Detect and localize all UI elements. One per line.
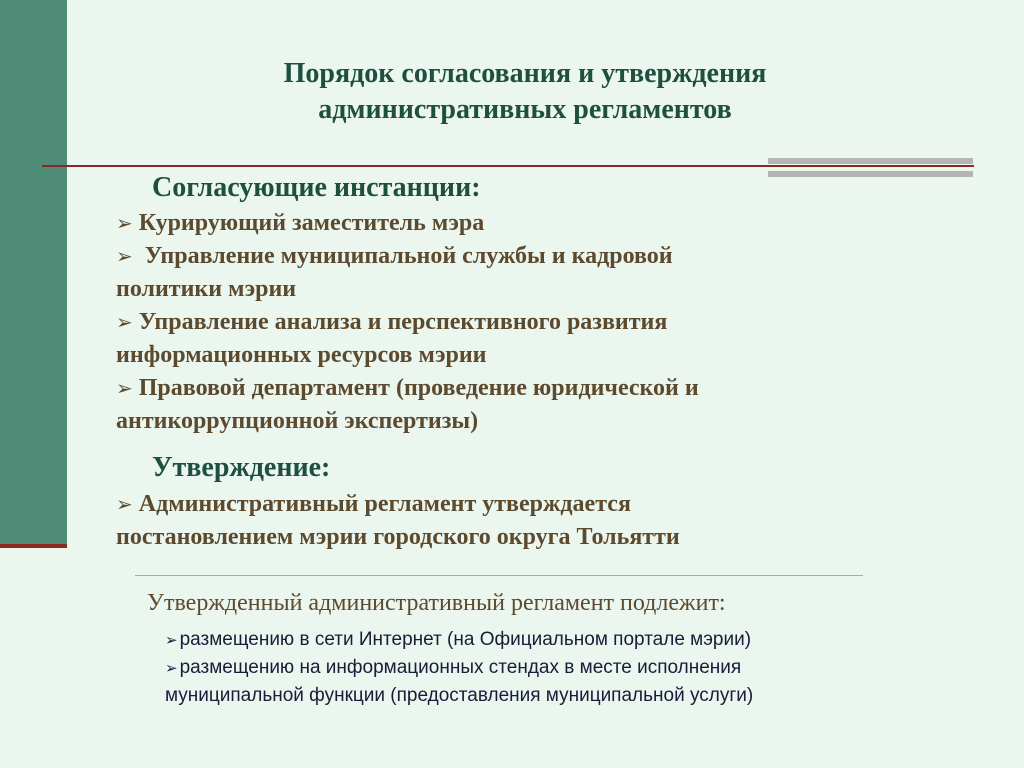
agreeing-list	[116, 207, 699, 438]
agreeing-heading: Согласующие инстанции:	[152, 172, 481, 203]
arrow-bullet-icon: ➢	[116, 492, 133, 516]
slide-title-line1: Порядок согласования и утверждения	[283, 58, 767, 89]
decor-bar-bottom	[768, 171, 973, 177]
list-item	[165, 626, 753, 654]
arrow-bullet-icon: ➢	[165, 659, 178, 677]
approval-heading: Утверждение:	[152, 452, 331, 483]
arrow-bullet-icon: ➢	[116, 310, 133, 334]
subject-heading: Утвержденный административный регламент подлежит:	[147, 590, 726, 616]
list-item-text-cont: антикоррупционной экспертизы)	[116, 408, 479, 434]
list-item-text: Административный регламент утверждается	[138, 491, 631, 517]
arrow-bullet-icon: ➢	[116, 211, 133, 235]
list-item	[116, 488, 680, 554]
arrow-bullet-icon: ➢	[116, 376, 133, 400]
subject-list	[165, 626, 753, 709]
arrow-bullet-icon: ➢	[165, 631, 178, 649]
list-item-text: Управление муниципальной службы и кадровой	[138, 243, 673, 269]
slide-title-line2: административных регламентов	[318, 94, 732, 125]
list-item	[116, 207, 699, 240]
list-item-text: Курирующий заместитель мэра	[138, 210, 485, 236]
list-item-text-cont: информационных ресурсов мэрии	[116, 342, 487, 368]
list-item	[165, 654, 753, 709]
list-item-text: размещению на информационных стендах в месте исполнения	[179, 657, 742, 678]
section-divider	[135, 575, 863, 576]
list-item-text-cont: политики мэрии	[116, 276, 297, 302]
list-item	[116, 240, 699, 306]
list-item	[116, 306, 699, 372]
side-bar-accent-line	[0, 544, 67, 548]
list-item-text-cont: постановлением мэрии городского округа Тольятти	[116, 524, 680, 550]
arrow-bullet-icon: ➢	[116, 244, 133, 268]
approval-list	[116, 488, 680, 554]
list-item-text: Правовой департамент (проведение юридической и	[138, 375, 699, 401]
decor-bar-top	[768, 158, 973, 164]
slide-title	[140, 56, 910, 128]
list-item-text: размещению в сети Интернет (на Официальном портале мэрии)	[179, 629, 752, 650]
list-item-text-cont: муниципальной функции (предоставления муниципальной услуги)	[165, 685, 754, 706]
title-divider	[42, 165, 974, 167]
side-bar	[0, 0, 67, 546]
list-item-text: Управление анализа и перспективного развития	[138, 309, 668, 335]
list-item	[116, 372, 699, 438]
